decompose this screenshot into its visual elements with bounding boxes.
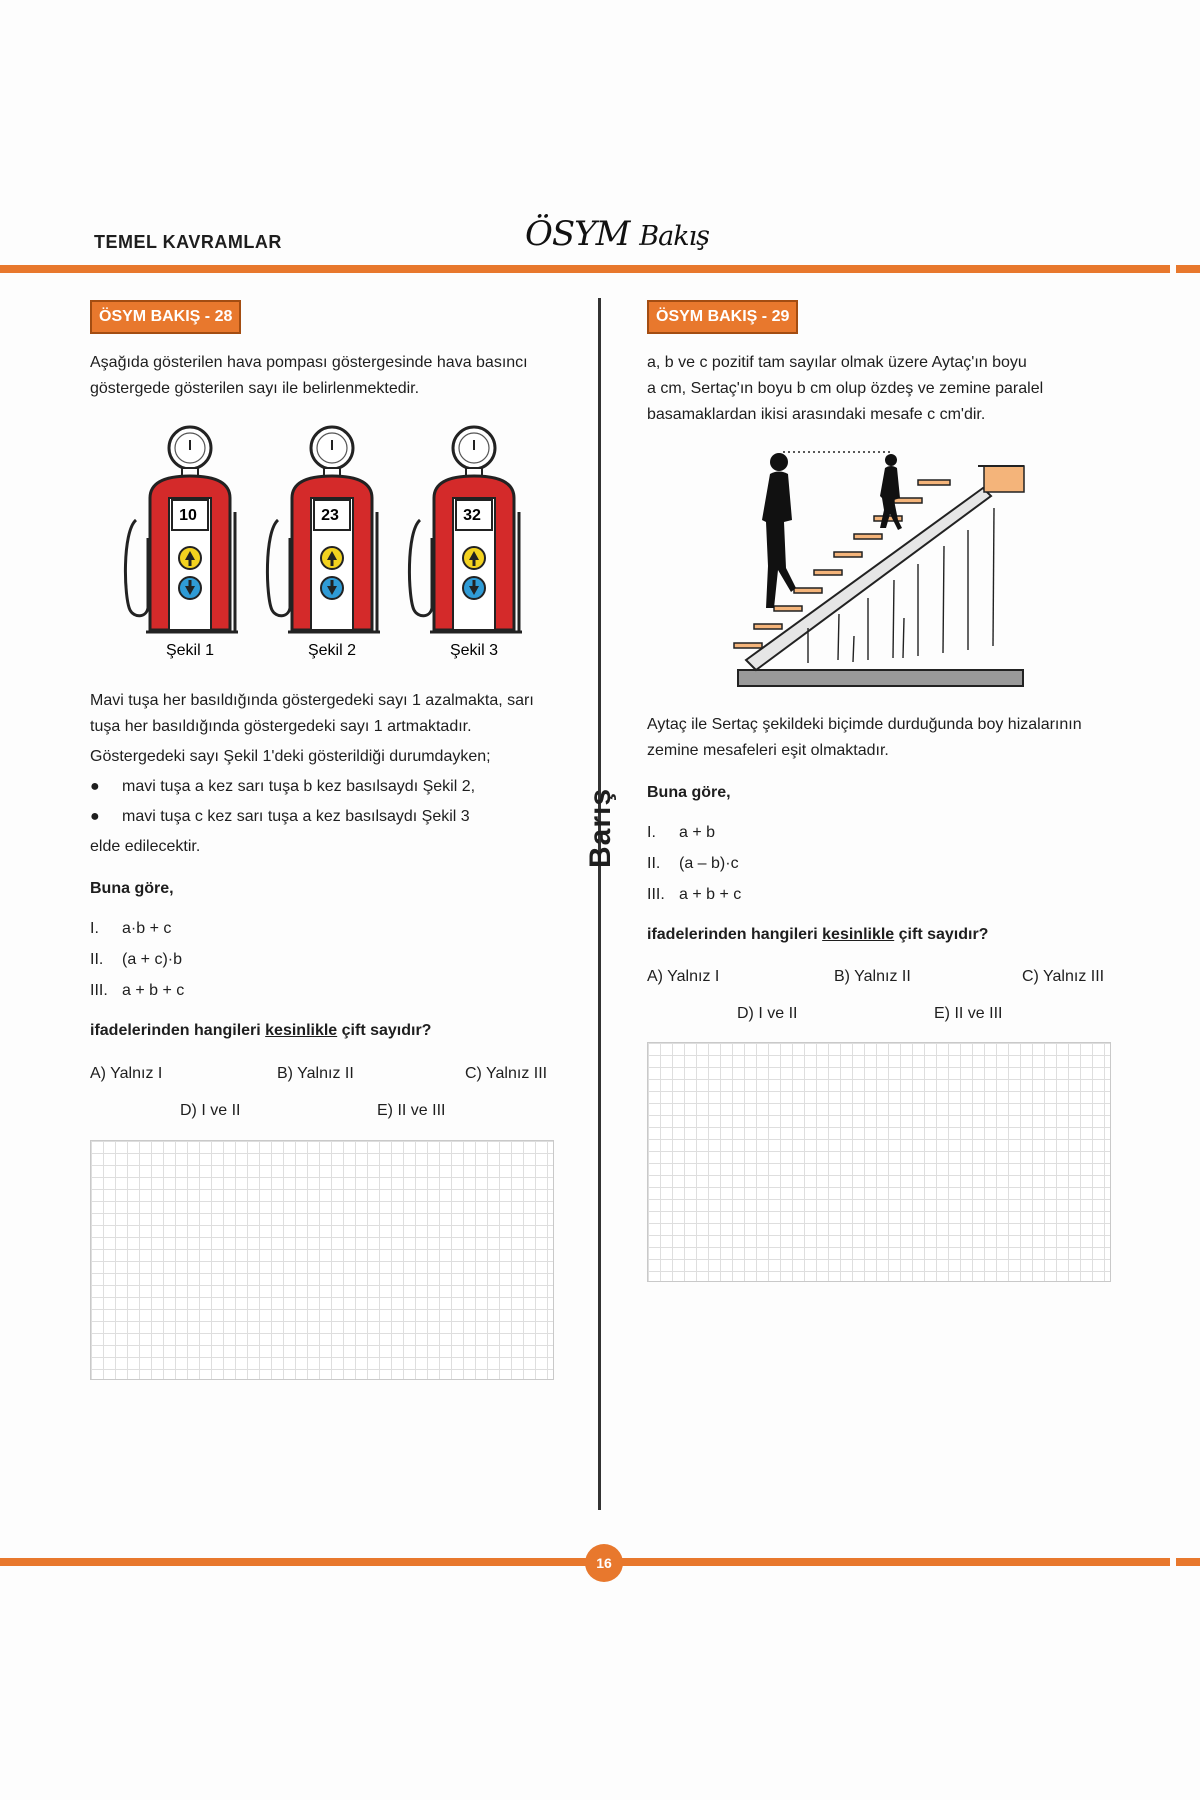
q28-bullet-2: [90, 804, 570, 830]
q28-option-b[interactable]: B) Yalnız II: [277, 1065, 354, 1082]
page-number: 16: [585, 1544, 623, 1582]
q28-lead: Buna göre,: [90, 880, 174, 897]
q29-option-e[interactable]: E) II ve III: [934, 1005, 1003, 1022]
pump-figure-1: [125, 427, 238, 632]
osym-bakis-logo: [525, 214, 709, 254]
pump-display-1: 10: [179, 507, 197, 524]
q29-item-2: [647, 851, 1127, 877]
q29-intro-line-2: a cm, Sertaç'ın boyu b cm olup özdeş ve zemine paralel: [647, 380, 1044, 397]
question-underlined: kesinlikle: [822, 926, 895, 943]
q28-option-c[interactable]: C) Yalnız III: [465, 1065, 548, 1082]
q28-text-1-line-1: Mavi tuşa her basıldığında göstergedeki sayı 1 azalmakta, sarı: [90, 692, 534, 709]
q28-item-3: [90, 978, 570, 1004]
q28-item-2: [90, 947, 570, 973]
q28-bullet-1: [90, 774, 570, 800]
q29-item-1: [647, 820, 1127, 846]
item-number: III.: [647, 886, 665, 903]
question-28-badge: ÖSYM BAKIŞ - 28: [90, 300, 241, 334]
bullet-dot: ●: [90, 808, 100, 825]
question-28-intro: [90, 350, 570, 402]
item-expression: a + b + c: [679, 886, 742, 903]
item-expression: a·b + c: [122, 920, 172, 937]
q29-option-a[interactable]: A) Yalnız I: [647, 968, 720, 985]
item-expression: (a – b)·c: [679, 855, 739, 872]
q28-text-2: Göstergedeki sayı Şekil 1'deki gösterildiği durumdayken;: [90, 748, 491, 765]
pump-figure-3: [409, 427, 522, 632]
q29-option-b[interactable]: B) Yalnız II: [834, 968, 911, 985]
q28-text-3: elde edilecektir.: [90, 838, 201, 855]
q28-option-d[interactable]: D) I ve II: [180, 1102, 241, 1119]
bullet-text: mavi tuşa a kez sarı tuşa b kez basılsaydı Şekil 2,: [122, 778, 476, 795]
aytac-silhouette: [762, 453, 796, 608]
q29-option-c[interactable]: C) Yalnız III: [1022, 968, 1105, 985]
question-29-body: [647, 712, 1127, 948]
item-number: I.: [90, 920, 99, 937]
q29-item-3: [647, 882, 1127, 908]
bullet-dot: ●: [90, 778, 100, 795]
q29-lead: Buna göre,: [647, 784, 731, 801]
item-expression: a + b: [679, 824, 716, 841]
footer-rule-end: [1176, 1558, 1200, 1566]
q29-intro-line-3: basamaklardan ikisi arasındaki mesafe c cm'dir.: [647, 406, 986, 423]
pump-display-2: 23: [321, 507, 339, 524]
header-rule-end: [1176, 265, 1200, 273]
question-underlined: kesinlikle: [265, 1022, 338, 1039]
item-number: II.: [647, 855, 661, 872]
q28-question: [90, 1018, 570, 1044]
question-pre: ifadelerinden hangileri: [90, 1022, 266, 1039]
logo-script: Bakış: [639, 221, 710, 252]
question-pre: ifadelerinden hangileri: [647, 926, 823, 943]
q28-intro-line-2: göstergede gösterilen sayı ile belirlenmektedir.: [90, 380, 420, 397]
column-divider: [598, 298, 601, 1510]
brand-name: Barış: [584, 787, 617, 868]
q29-question: [647, 922, 1127, 948]
air-pump-figures: [120, 420, 560, 670]
q29-text-1-line-1: Aytaç ile Sertaç şekildeki biçimde durduğunda boy hizalarının: [647, 716, 1082, 733]
question-28-body: [90, 688, 570, 1044]
q28-option-a[interactable]: A) Yalnız I: [90, 1065, 163, 1082]
item-number: I.: [647, 824, 656, 841]
logo-main: ÖSYM: [525, 214, 630, 254]
q29-text-1-line-2: zemine mesafeleri eşit olmaktadır.: [647, 742, 889, 759]
item-number: II.: [90, 951, 104, 968]
question-29-badge: ÖSYM BAKIŞ - 29: [647, 300, 798, 334]
q28-option-e[interactable]: E) II ve III: [377, 1102, 446, 1119]
pump-figure-2: [267, 427, 380, 632]
q29-option-d[interactable]: D) I ve II: [737, 1005, 798, 1022]
q28-item-1: [90, 916, 570, 942]
q28-text-1-line-2: tuşa her basıldığında göstergedeki sayı 1 artmaktadır.: [90, 718, 472, 735]
top-landing: [984, 466, 1024, 492]
question-29-intro: [647, 350, 1127, 428]
bullet-text: mavi tuşa c kez sarı tuşa a kez basılsaydı Şekil 3: [122, 808, 470, 825]
item-expression: (a + c)·b: [122, 951, 183, 968]
figure-caption-3: Şekil 3: [449, 642, 499, 659]
header-rule: [0, 265, 1170, 273]
figure-caption-2: Şekil 2: [307, 642, 357, 659]
item-expression: a + b + c: [122, 982, 185, 999]
stair-railings: [808, 508, 994, 663]
floor-slab: [738, 670, 1023, 686]
staircase-figure: [728, 448, 1038, 693]
figure-caption-1: Şekil 1: [165, 642, 215, 659]
question-post: çift sayıdır?: [337, 1022, 432, 1039]
question-post: çift sayıdır?: [894, 926, 989, 943]
q29-intro-line-1: a, b ve c pozitif tam sayılar olmak üzere Aytaç'ın boyu: [647, 354, 1027, 371]
q29-scratch-grid: [647, 1042, 1111, 1282]
section-title: TEMEL KAVRAMLAR: [94, 232, 282, 252]
q28-scratch-grid: [90, 1140, 554, 1380]
pump-display-3: 32: [463, 507, 481, 524]
q28-intro-line-1: Aşağıda gösterilen hava pompası göstergesinde hava basıncı: [90, 354, 528, 371]
item-number: III.: [90, 982, 108, 999]
